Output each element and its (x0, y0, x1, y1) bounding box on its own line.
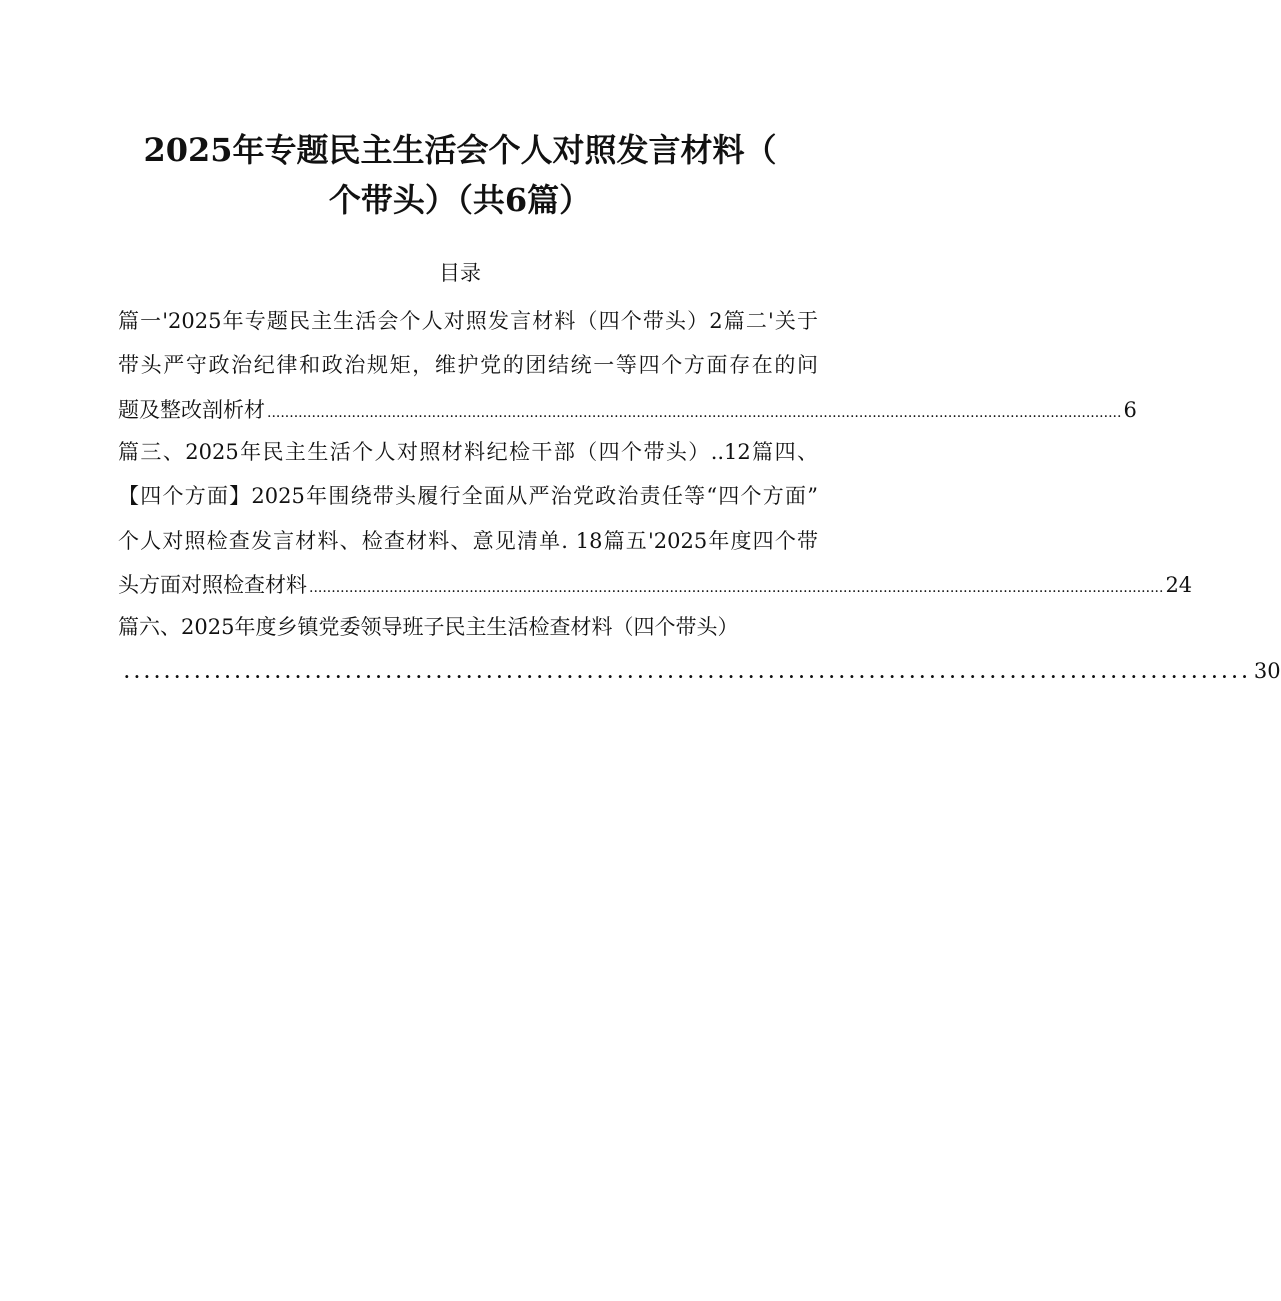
toc-page-number: 30 (1253, 659, 1281, 683)
toc-entry-with-leader[interactable] (118, 570, 1193, 603)
dot-leader: ................................................................................................................ (124, 663, 1252, 682)
toc-line[interactable]: 【四个方面】2025年围绕带头履行全面从严治党政治责任等“四个方面” (118, 484, 818, 508)
toc-line[interactable]: 篇三、2025年民主生活个人对照材料纪检干部（四个带头）..12篇四、 (118, 440, 818, 464)
toc-entry-text: 头方面对照检查材料 (118, 573, 307, 597)
toc-entry-with-leader[interactable] (122, 656, 1281, 688)
toc-line[interactable]: 篇一'2025年专题民主生活会个人对照发言材料（四个带头）2篇二'关于 (118, 309, 818, 333)
toc-page-number: 6 (1123, 398, 1137, 422)
toc-entry-text: 题及整改剖析材 (118, 398, 265, 422)
document-title-line-2: 个带头）（共6篇） (328, 181, 592, 219)
toc-line[interactable]: 个人对照检查发言材料、检查材料、意见清单. 18篇五'2025年度四个带 (118, 529, 818, 553)
toc-line[interactable]: 篇六、2025年度乡镇党委领导班子民主生活检查材料（四个带头） (118, 615, 739, 639)
toc-entry-with-leader[interactable] (118, 395, 1137, 428)
dot-leader: ................................................................................................................................................................................................ (267, 405, 1122, 421)
dot-leader: ................................................................................................................................................................................................ (309, 580, 1164, 596)
toc-page-number: 24 (1165, 573, 1193, 597)
document-title-line-1: 2025年专题民主生活会个人对照发言材料（ (143, 131, 777, 169)
toc-heading: 目录 (439, 261, 481, 285)
toc-line[interactable]: 带头严守政治纪律和政治规矩，维护党的团结统一等四个方面存在的问 (118, 353, 818, 377)
